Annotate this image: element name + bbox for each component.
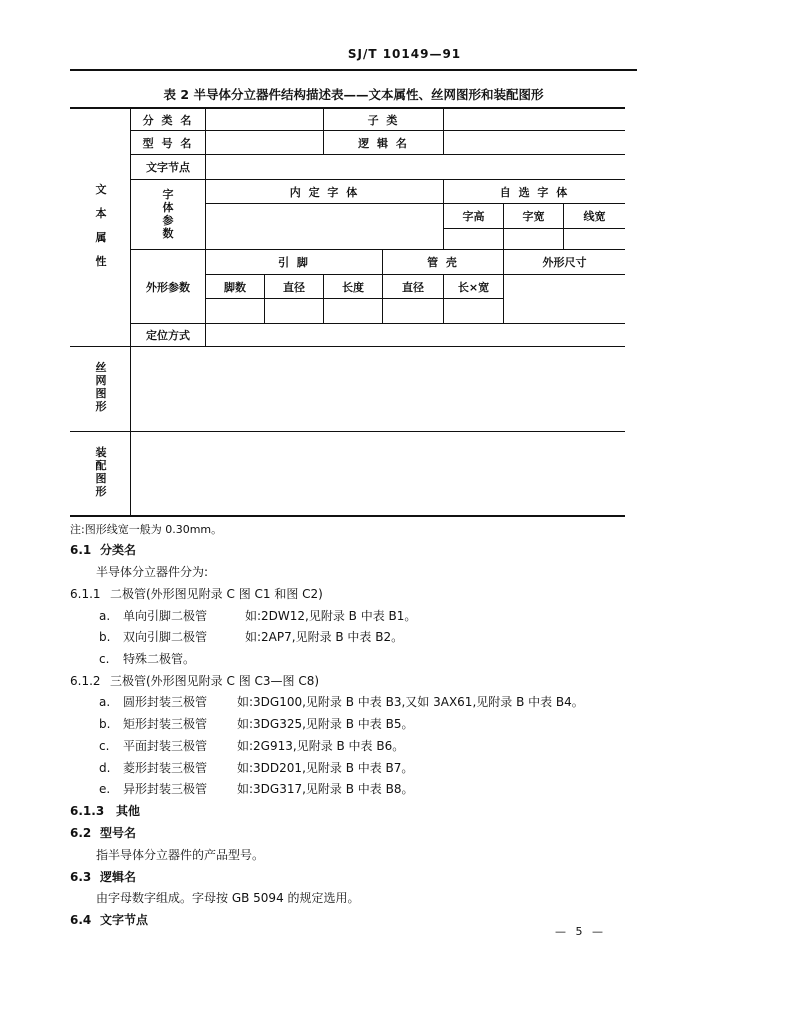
case-diameter-label: 直径: [402, 280, 424, 294]
section-6-3-text: 由字母数字组成。字母按 GB 5094 的规定选用。: [96, 891, 360, 905]
section-assembly: 装配图形: [95, 446, 107, 498]
page-number: — 5 —: [555, 925, 606, 938]
pin-label: 引 脚: [278, 256, 310, 269]
section-6-3: 6.3 逻辑名: [70, 870, 137, 884]
custom-font-label: 自 选 字 体: [499, 185, 570, 199]
section-silkscreen: 丝网图形: [95, 361, 107, 413]
font-param-label: 字体参数: [162, 188, 174, 240]
section-6-2-text: 指半导体分立器件的产品型号。: [96, 848, 265, 862]
item-612-e: e. 异形封装三极管 如:3DG317,见附录 B 中表 B8。: [99, 782, 414, 796]
pin-count-label: 脚数: [224, 280, 246, 294]
item-611-a: a. 单向引脚二极管 如:2DW12,见附录 B 中表 B1。: [99, 609, 417, 623]
section-6-1-2: 6.1.2 三极管(外形图见附录 C 图 C3—图 C8): [70, 674, 320, 688]
section-6-1-3: 6.1.3 其他: [70, 804, 141, 818]
text-node-label: 文字节点: [146, 161, 190, 174]
standard-header: SJ/T 10149—91: [347, 47, 462, 61]
table-note: 注:图形线宽一般为 0.30mm。: [70, 523, 223, 536]
outline-size-label: 外形尺寸: [542, 256, 587, 269]
item-612-d: d. 菱形封装三极管 如:3DD201,见附录 B 中表 B7。: [99, 761, 414, 775]
item-612-b: b. 矩形封装三极管 如:3DG325,见附录 B 中表 B5。: [99, 717, 414, 731]
class-name-label: 分 类 名: [142, 113, 194, 127]
section-6-2: 6.2 型号名: [70, 826, 137, 840]
char-height-label: 字高: [462, 210, 485, 223]
section-6-4: 6.4 文字节点: [70, 913, 149, 927]
item-611-b: b. 双向引脚二极管 如:2AP7,见附录 B 中表 B2。: [99, 630, 404, 644]
item-612-a: a. 圆形封装三极管 如:3DG100,见附录 B 中表 B3,又如 3AX61,见附录 B 中表 B4。: [99, 695, 584, 709]
positioning-label: 定位方式: [146, 329, 190, 342]
logic-name-label: 逻 辑 名: [358, 136, 409, 150]
case-label: 管 壳: [427, 256, 459, 269]
case-lxw-label: 长×宽: [457, 280, 490, 294]
pin-length-label: 长度: [342, 280, 364, 294]
char-width-label: 字宽: [522, 210, 545, 223]
model-name-label: 型 号 名: [142, 136, 194, 150]
builtin-font-label: 内 定 字 体: [289, 185, 360, 199]
section-6-1: 6.1 分类名: [70, 543, 137, 557]
section-6-1-1: 6.1.1 二极管(外形图见附录 C 图 C1 和图 C2): [70, 587, 323, 601]
section-6-1-text: 半导体分立器件分为:: [96, 565, 209, 579]
pin-diameter-label: 直径: [283, 280, 305, 294]
header-rule: [70, 69, 637, 71]
subclass-label: 子 类: [367, 113, 400, 127]
section-text-attributes: 文本属性: [95, 183, 107, 268]
item-611-c: c. 特殊二极管。: [99, 652, 196, 666]
line-width-label: 线宽: [583, 210, 606, 223]
item-612-c: c. 平面封装三极管 如:2G913,见附录 B 中表 B6。: [99, 739, 405, 753]
table-caption: 表 2 半导体分立器件结构描述表——文本属性、丝网图形和装配图形: [163, 87, 544, 102]
outline-param-label: 外形参数: [146, 280, 190, 294]
